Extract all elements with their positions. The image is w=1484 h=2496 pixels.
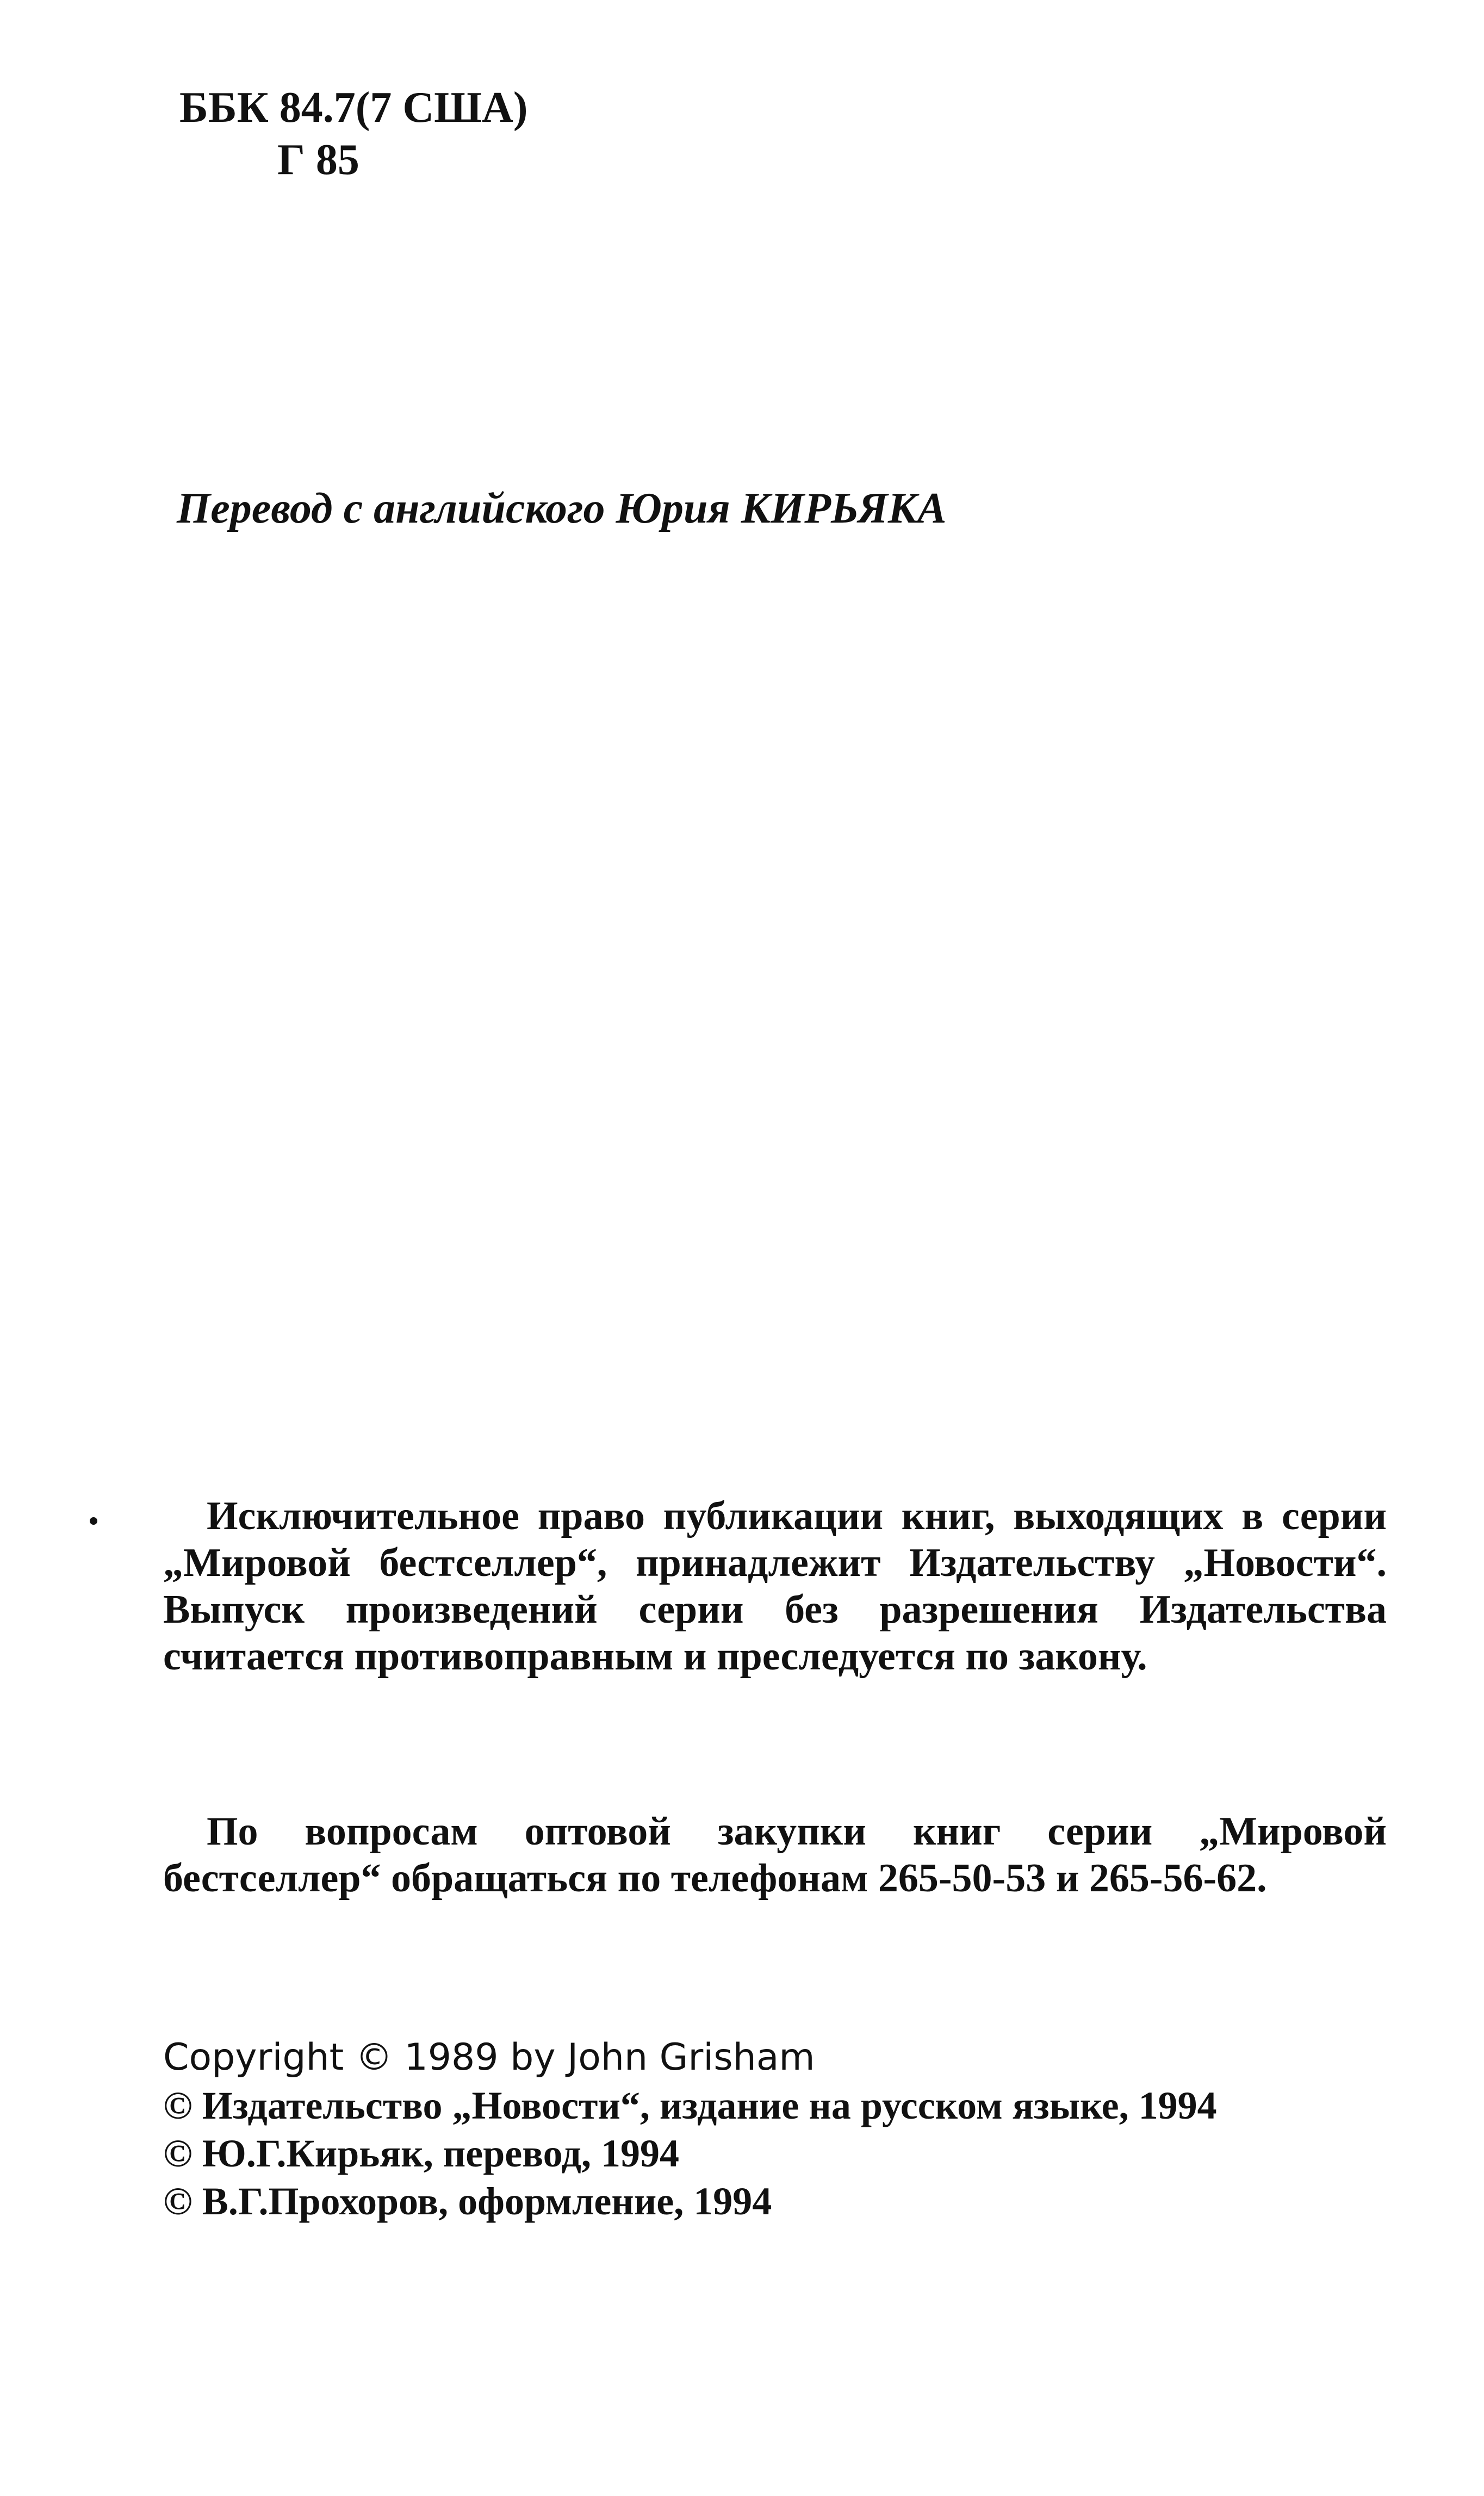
- copyright-line-author: Copyright © 1989 by John Grisham: [163, 2036, 815, 2079]
- bullet-dot-icon: [90, 1517, 97, 1525]
- copyright-block: [163, 2034, 1217, 2225]
- bbk-author-mark: Г 85: [277, 136, 359, 184]
- bbk-code: ББК 84.7(7 США): [179, 84, 528, 132]
- translator-credit: Перевод с английского Юрия КИРЬЯКА: [177, 485, 947, 532]
- copyright-line-design: © В.Г.Прохоров, оформление, 1994: [163, 2180, 772, 2223]
- wholesale-notice: По вопросам оптовой закупки книг серии „Мировой бестселлер“ обращаться по телефонам 265-50-53 и 265-56-62.: [163, 1809, 1387, 1901]
- copyright-line-publisher: © Издательство „Новости“, издание на русском языке, 1994: [163, 2084, 1217, 2127]
- bbk-classification: [179, 82, 527, 186]
- rights-notice: Исключительное право публикации книг, выходящих в серии „Мировой бестселлер“, принадлежит Издательству „Новости“. Выпуск произведений серии без разрешения Издательства считается противоправным и преследуется по закону.: [163, 1494, 1387, 1679]
- copyright-line-translation: © Ю.Г.Кирьяк, перевод, 1994: [163, 2132, 679, 2175]
